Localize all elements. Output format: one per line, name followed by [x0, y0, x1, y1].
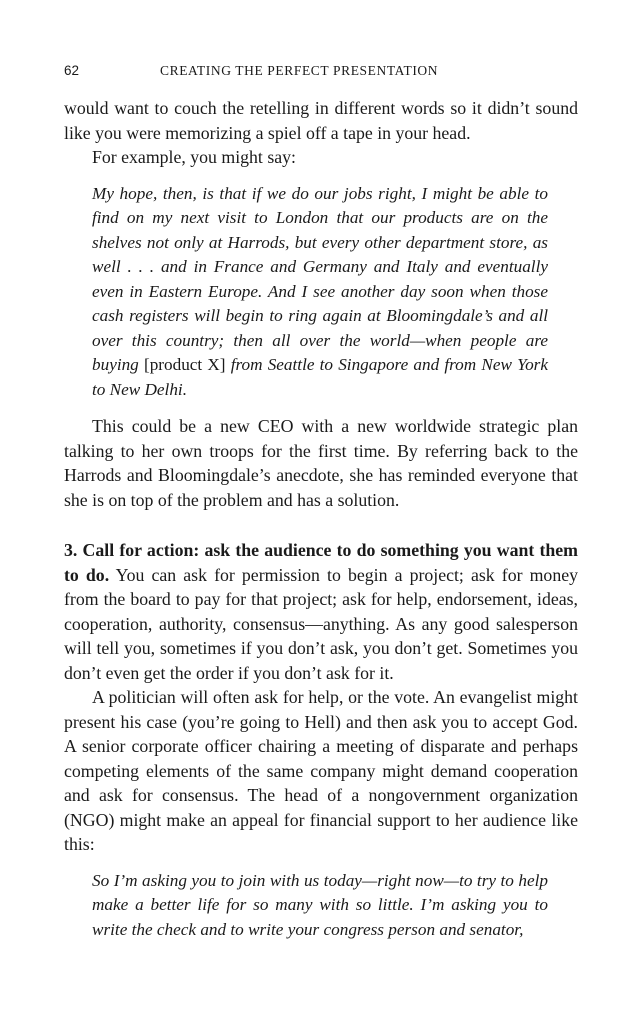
paragraph-politician-example: A politician will often ask for help, or the vote. An evangelist might present his case (you’re going to Hell) and then ask you to accept God. A senior corporate officer chairing a meeting of disparate and perhaps competing elements of the same company might demand cooperation and ask for consensus. The head of a nongovernment organization (NGO) might make an appeal for financial support to her audience like this:: [64, 687, 578, 854]
page-number: 62: [64, 63, 80, 78]
paragraph-continuation: would want to couch the retelling in different words so it didn’t sound like you were memorizing a spiel off a tape in your head.: [64, 98, 578, 143]
quote-product-placeholder: [product X]: [143, 355, 226, 374]
body-text: [64, 96, 578, 942]
paragraph-example-intro: For example, you might say:: [92, 147, 296, 167]
running-title: CREATING THE PERFECT PRESENTATION: [160, 63, 439, 78]
running-head: [64, 62, 584, 80]
paragraph-ceo-example: This could be a new CEO with a new worldwide strategic plan talking to her own troops for the first time. By referring back to the Harrods and Bloomingdale’s anecdote, she has reminded everyone that she is on top of the problem and has a solution.: [64, 416, 578, 510]
block-quote-ngo-appeal: So I’m asking you to join with us today—right now—to try to help make a better life for so many with so little. I’m asking you to write the check and to write your congress person and senator,: [92, 870, 548, 939]
section-call-for-action: [64, 538, 578, 685]
quote-text-end: from Seattle to Singapore and from New York to New Delhi.: [92, 355, 548, 399]
section-text: You can ask for permission to begin a project; ask for money from the board to pay for that project; ask for help, endorsement, ideas, cooperation, authority, consensus—anything. As any good salesperson will tell you, sometimes if you don’t ask, you don’t get. Sometimes you don’t even get the order if you don’t ask for it.: [64, 564, 578, 683]
block-quote-vision: [92, 182, 548, 403]
quote-text: My hope, then, is that if we do our jobs right, I might be able to find on my next visit to London that our products are on the shelves not only at Harrods, but every other department store, as well . . . and in France and Germany and Italy and eventually even in Eastern Europe. And I see another day soon when those cash registers will begin to ring again at Bloomingdale’s and all over this country; then all over the world—when people are buying: [92, 183, 548, 374]
section-heading: 3. Call for action: ask the audience to do something you want them to do.: [64, 540, 578, 585]
